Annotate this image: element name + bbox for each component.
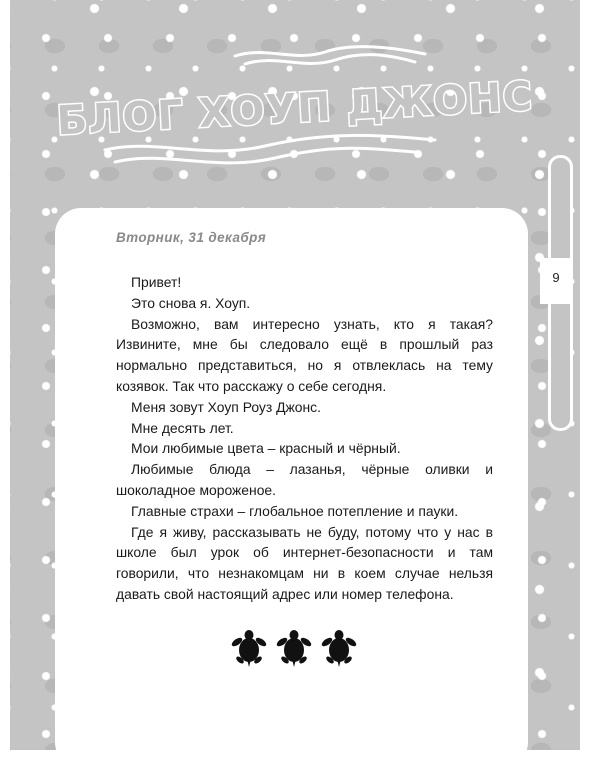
turtle-ornament xyxy=(229,626,359,670)
page-number: 9 xyxy=(552,270,560,285)
paragraph: Привет! xyxy=(131,274,182,290)
paragraph: Мои любимые цвета – красный и чёрный. xyxy=(131,440,401,457)
turtle-icon xyxy=(320,630,357,667)
paragraph: Любимые блюда – лазанья, чёрные оливки и шоколадное мороженое. xyxy=(116,461,493,498)
title-wave-top-1 xyxy=(235,47,425,56)
turtle-icon xyxy=(275,630,312,667)
paragraph: Это снова я. Хоуп. xyxy=(131,294,251,311)
entry-text xyxy=(116,272,493,605)
paragraph: Мне десять лет. xyxy=(131,419,234,436)
blog-title-banner xyxy=(55,42,535,192)
paragraph: Главные страхи – глобальное потепление и пауки. xyxy=(131,502,459,519)
entry-date: Вторник, 31 декабря xyxy=(116,230,267,245)
blog-entry-card xyxy=(55,208,528,768)
paragraph: Меня зовут Хоуп Роуз Джонс. xyxy=(131,398,321,415)
title-wave-top-2 xyxy=(245,55,415,64)
turtle-icon xyxy=(230,630,267,667)
paragraph: Где я живу, рассказывать не буду, потому что у нас в школе был урок об интернет-безопасности и там говорили, что незнакомцам ни в коем случае нельзя давать свой настоящий адрес или номер телефона. xyxy=(116,523,493,602)
paragraph: Возможно, вам интересно узнать, кто я такая? Извините, мне бы следовало ещё в прошлый раз нормально представиться, но я отвлеклась на тему козявок. Так что расскажу о себе сегодня. xyxy=(116,315,493,394)
blog-title: БЛОГ ХОУП ДЖОНС xyxy=(55,73,535,145)
title-wave-bottom-2 xyxy=(115,148,415,163)
